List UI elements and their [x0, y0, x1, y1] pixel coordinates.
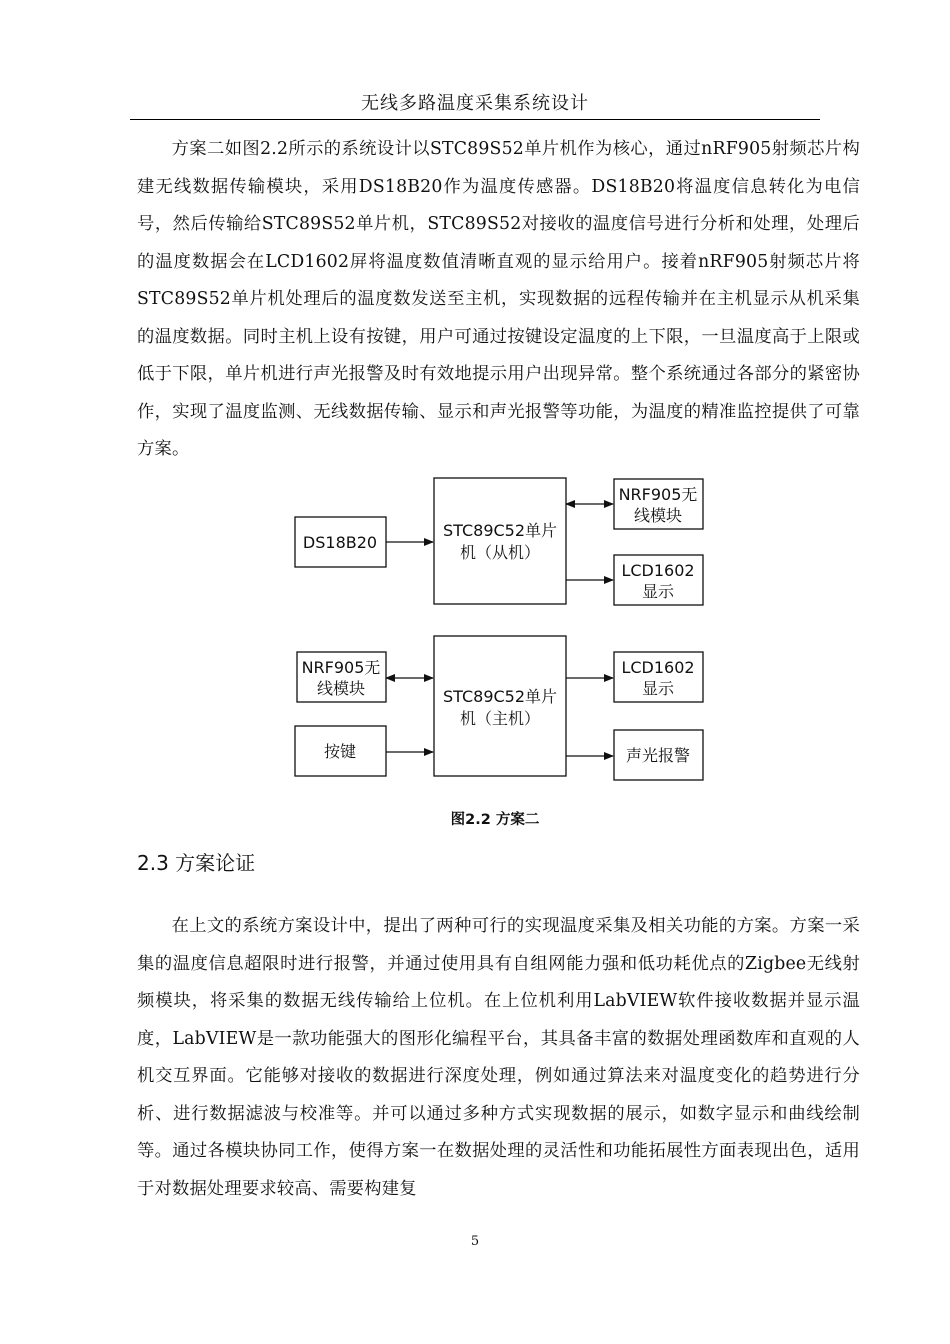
- slave-mcu-box: [434, 478, 566, 604]
- block-diagram: [290, 472, 710, 792]
- master-mcu-box: [434, 636, 566, 776]
- slave-rf-label-2: 线模块: [633, 506, 683, 525]
- master-rf-label-2: 线模块: [316, 679, 366, 698]
- slave-sensor-label: DS18B20: [302, 533, 378, 552]
- slave-lcd-label-2: 显示: [641, 582, 675, 601]
- master-alarm-label: 声光报警: [625, 746, 691, 765]
- master-mcu-label-2: 机（主机）: [459, 709, 541, 728]
- paragraph-scheme-comparison: 在上文的系统方案设计中，提出了两种可行的实现温度采集及相关功能的方案。方案一采集的温度信息超限时进行报警，并通过使用具有自组网能力强和低功耗优点的Zigbee无线射频模块，将采集的数据无线传输给上位机。在上位机利用LabVIEW软件接收数据并显示温度，LabVIEW是一款功能强大的图形化编程平台，其具备丰富的数据处理函数库和直观的人机交互界面。它能够对接收的数据进行深度处理，例如通过算法来对温度变化的趋势进行分析、进行数据滤波与校准等。并可以通过多种方式实现数据的展示，如数字显示和曲线绘制等。通过各模块协同工作，使得方案一在数据处理的灵活性和功能拓展性方面表现出色，适用于对数据处理要求较高、需要构建复: [137, 916, 860, 1199]
- slave-mcu-label-1: STC89C52单片: [442, 521, 558, 540]
- master-key-label: 按键: [323, 742, 357, 761]
- slave-rf-label-1: NRF905无: [618, 485, 698, 504]
- paragraph-scheme-two: 方案二如图2.2所示的系统设计以STC89S52单片机作为核心，通过nRF905射频芯片构建无线数据传输模块，采用DS18B20作为温度传感器。DS18B20将温度信息转化为电信号，然后传输给STC89S52单片机，STC89S52对接收的温度信号进行分析和处理，处理后的温度数据会在LCD1602屏将温度数值清晰直观的显示给用户。接着nRF905射频芯片将STC89S52单片机处理后的温度数发送至主机，实现数据的远程传输并在主机显示从机采集的温度数据。同时主机上设有按键，用户可通过按键设定温度的上下限，一旦温度高于上限或低于下限，单片机进行声光报警及时有效地提示用户出现异常。整个系统通过各部分的紧密协作，实现了温度监测、无线数据传输、显示和声光报警等功能，为温度的精准监控提供了可靠方案。: [137, 139, 860, 459]
- header-rule: [130, 119, 820, 120]
- page-number: 5: [470, 1234, 480, 1249]
- master-mcu-label-1: STC89C52单片: [442, 687, 558, 706]
- master-rf-label-1: NRF905无: [301, 658, 381, 677]
- master-lcd-label-1: LCD1602: [621, 658, 695, 677]
- master-lcd-label-2: 显示: [641, 679, 675, 698]
- figure-caption: 图2.2 方案二: [450, 812, 540, 828]
- slave-mcu-label-2: 机（从机）: [459, 543, 541, 562]
- running-header: 无线多路温度采集系统设计: [361, 93, 589, 114]
- section-heading: 2.3 方案论证: [137, 851, 256, 875]
- slave-lcd-label-1: LCD1602: [621, 561, 695, 580]
